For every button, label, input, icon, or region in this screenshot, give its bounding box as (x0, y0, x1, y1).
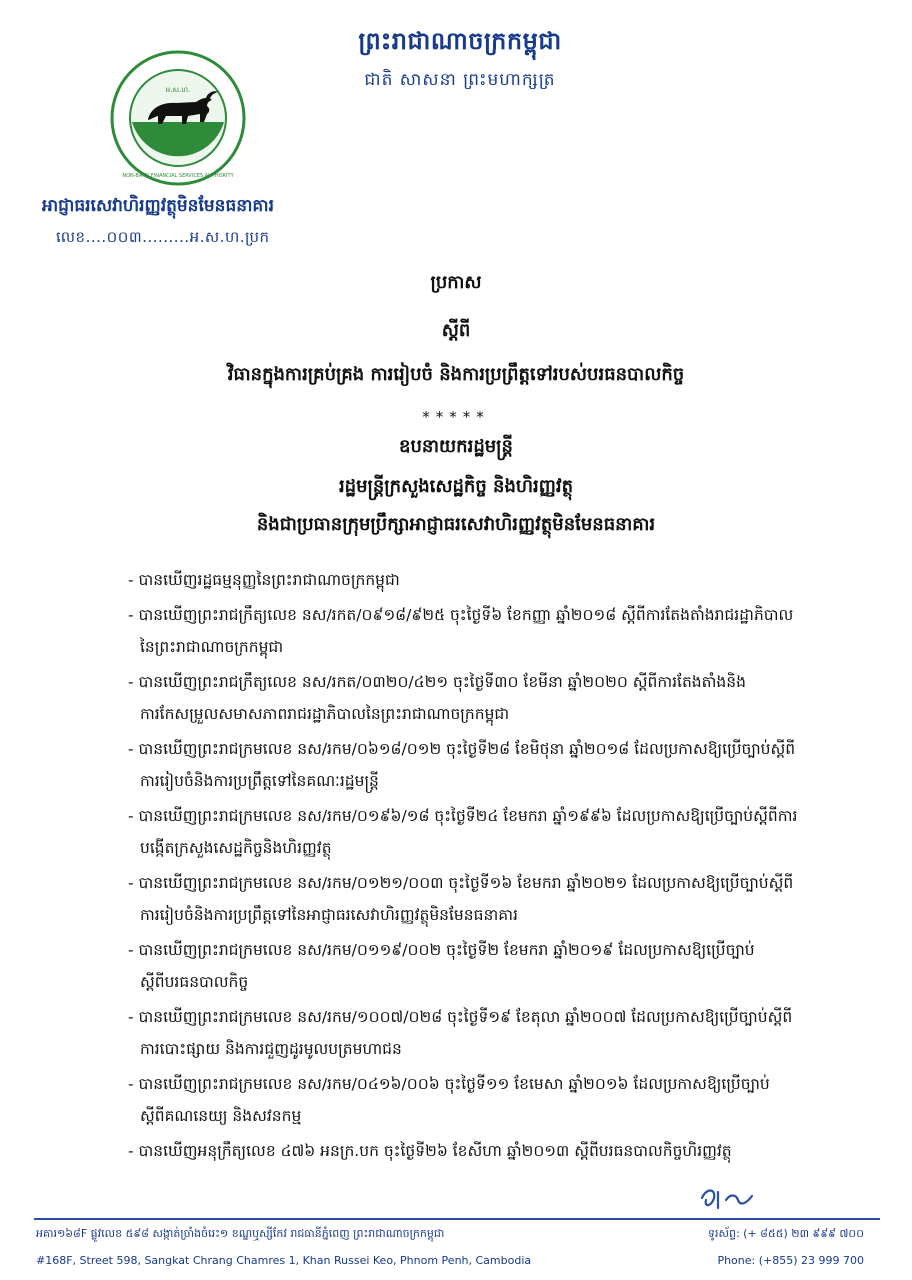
kingdom-title: ព្រះរាជាណាចក្រកម្ពុជា (358, 27, 562, 55)
initial-signature-icon (696, 1178, 766, 1214)
reference-number: លេខ....០០៣.........អ.ស.ហ.ប្រក (56, 228, 270, 246)
footer-address-khmer: អគារ១៦៨F ផ្លូវលេខ ៥៩៨ សង្កាត់ច្រាំងចំរេះ១ ខណ្ឌឬស្សីកែវ រាជធានីភ្នំពេញ ព្រះរាជាណាចក្រកម្ពុជា (36, 1227, 445, 1240)
svg-text:អ.ស.ហ.: អ.ស.ហ. (165, 86, 191, 94)
kingdom-motto: ជាតិ សាសនា ព្រះមហាក្សត្រ (364, 70, 556, 90)
list-item: - បានឃើញព្រះរាជក្រមលេខ នស/រកម/១០០៧/០២៨ ចុះថ្ងៃទី១៩ ខែតុលា ឆ្នាំ២០០៧ ដែលប្រកាសឱ្យប្រើច្បាប់ស្តីពីការបោះផ្សាយ និងការជួញដូរមូលបត្រមហាជន (128, 1008, 793, 1058)
deputy-pm-heading: ឧបនាយករដ្ឋមន្ត្រី (399, 436, 513, 457)
list-item: - បានឃើញរដ្ឋធម្មនុញ្ញនៃព្រះរាជាណាចក្រកម្ពុជា (128, 571, 400, 589)
legal-basis-list (128, 564, 808, 1170)
list-item: - បានឃើញព្រះរាជក្រមលេខ នស/រកម/០៦១៨/០១២ ចុះថ្ងៃទី២៨ ខែមិថុនា ឆ្នាំ២០១៨ ដែលប្រកាសឱ្យប្រើច្បាប់ស្តីពីការរៀបចំនិងការប្រព្រឹត្តទៅនៃគណៈរដ្ឋមន្ត្រី (128, 740, 796, 790)
nbfsa-logo-icon (110, 50, 246, 186)
subject-heading: វិធានក្នុងការគ្រប់គ្រង ការរៀបចំ និងការប្រព្រឹត្តទៅរបស់បរធនបាលកិច្ច (227, 364, 685, 385)
footer-address-english: #168F, Street 598, Sangkat Chrang Chamres 1, Khan Russei Keo, Phnom Penh, Cambodia (36, 1254, 532, 1267)
minister-heading: រដ្ឋមន្ត្រីក្រសួងសេដ្ឋកិច្ច និងហិរញ្ញវត្ថុ (338, 476, 574, 497)
agency-name: អាជ្ញាធរសេវាហិរញ្ញវត្ថុមិនមែនធនាគារ (42, 196, 275, 216)
list-item: - បានឃើញព្រះរាជក្រឹត្យលេខ នស/រកត/០៣២០/៤២១ ចុះថ្ងៃទី៣០ ខែមីនា ឆ្នាំ២០២០ ស្តីពីការតែងតាំងនិងការកែសម្រួលសមាសភាពរាជរដ្ឋាភិបាលនៃព្រះរាជាណាចក្រកម្ពុជា (128, 673, 746, 723)
chair-heading: និងជាប្រធានក្រុមប្រឹក្សាអាជ្ញាធរសេវាហិរញ្ញវត្ថុមិនមែនធនាគារ (256, 514, 656, 535)
list-item: - បានឃើញព្រះរាជក្រមលេខ នស/រកម/០១៩៦/១៨ ចុះថ្ងៃទី២៤ ខែមករា ឆ្នាំ១៩៩៦ ដែលប្រកាសឱ្យប្រើច្បាប់ស្តីពីការបង្កើតក្រសួងសេដ្ឋកិច្ចនិងហិរញ្ញវត្ថុ (128, 807, 798, 857)
proclamation-heading: ប្រកាស (430, 272, 482, 293)
list-item: - បានឃើញព្រះរាជក្រមលេខ នស/រកម/០៤១៦/០០៦ ចុះថ្ងៃទី១១ ខែមេសា ឆ្នាំ២០១៦ ដែលប្រកាសឱ្យប្រើច្បាប់ស្តីពីគណនេយ្យ និងសវនកម្ម (128, 1075, 770, 1125)
footer-phone-khmer: ទូរស័ព្ទ: (+ ៨៥៥) ២៣ ៩៩៩ ៧០០ (708, 1227, 864, 1240)
svg-text:NON-BANK FINANCIAL SERVICES AU: NON-BANK FINANCIAL SERVICES AUTHORITY (122, 173, 234, 179)
footer-divider (34, 1218, 880, 1220)
on-heading: ស្តីពី (441, 320, 471, 341)
kingdom-heading (300, 26, 620, 94)
list-item: - បានឃើញព្រះរាជក្រឹត្យលេខ នស/រកត/០៩១៨/៩២៥ ចុះថ្ងៃទី៦ ខែកញ្ញា ឆ្នាំ២០១៨ ស្តីពីការតែងតាំងរាជរដ្ឋាភិបាលនៃព្រះរាជាណាចក្រកម្ពុជា (128, 606, 794, 656)
list-item: - បានឃើញព្រះរាជក្រមលេខ នស/រកម/០១២១/០០៣ ចុះថ្ងៃទី១៦ ខែមករា ឆ្នាំ២០២១ ដែលប្រកាសឱ្យប្រើច្បាប់ស្តីពីការរៀបចំនិងការប្រព្រឹត្តទៅនៃអាជ្ញាធរសេវាហិរញ្ញវត្ថុមិនមែនធនាគារ (128, 874, 794, 924)
separator-stars: ***** (422, 408, 490, 426)
footer-phone-english: Phone: (+855) 23 999 700 (717, 1254, 864, 1267)
list-item: - បានឃើញអនុក្រឹត្យលេខ ៤៧៦ អនក្រ.បក ចុះថ្ងៃទី២៦ ខែសីហា ឆ្នាំ២០១៣ ស្តីពីបរធនបាលកិច្ចហិរញ្ញវត្ថុ (128, 1142, 732, 1160)
list-item: - បានឃើញព្រះរាជក្រមលេខ នស/រកម/០១១៩/០០២ ចុះថ្ងៃទី២ ខែមករា ឆ្នាំ២០១៩ ដែលប្រកាសឱ្យប្រើច្បាប់ស្តីពីបរធនបាលកិច្ច (128, 941, 755, 991)
